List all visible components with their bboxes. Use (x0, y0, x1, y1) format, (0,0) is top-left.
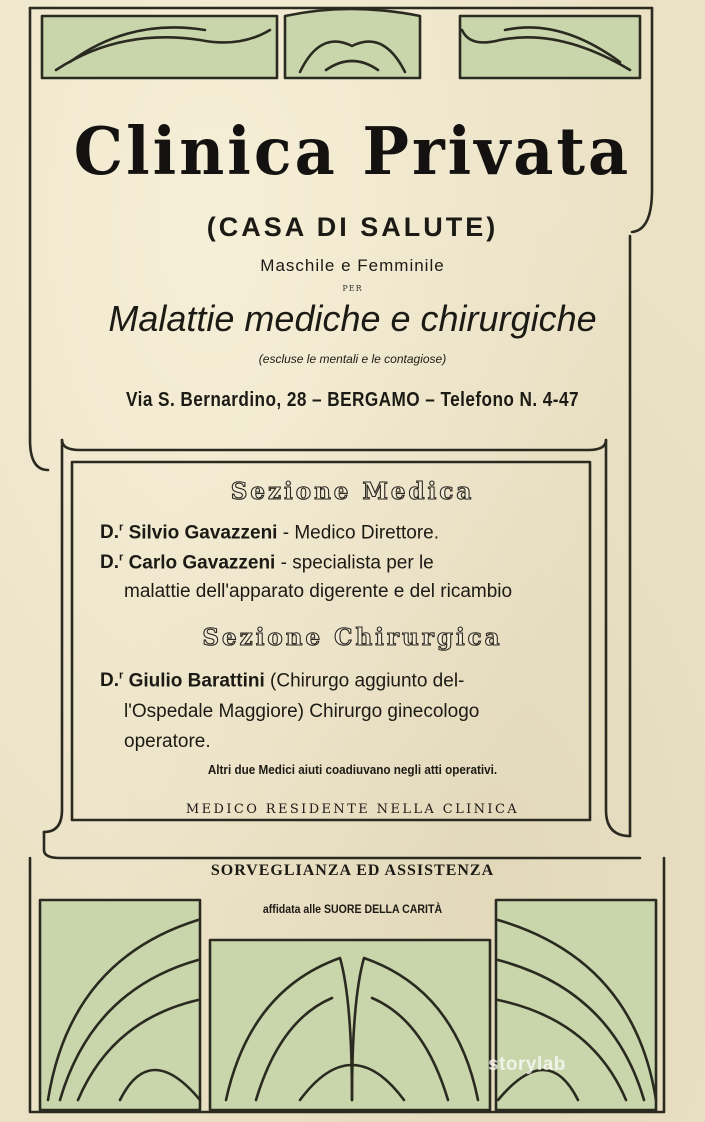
storylab-watermark: storylab (488, 1054, 566, 1075)
doctor-name: Silvio Gavazzeni (128, 522, 278, 544)
doctor-prefix: D.$^r$ (100, 552, 124, 574)
doctor-giulio-cont2: operatore. (124, 731, 211, 752)
doctor-silvio-line (100, 522, 439, 544)
resident-text: MEDICO RESIDENTE NELLA CLINICA (185, 802, 520, 817)
entrusted-text: affidata alle SUORE DELLA CARITÀ (262, 902, 443, 916)
doctor-role: - specialista per le (280, 552, 434, 574)
doctor-giulio-line (100, 670, 464, 692)
doctor-carlo-line (100, 552, 434, 574)
diseases-text: Malattie mediche e chirurgiche (108, 298, 597, 339)
doctor-name: Carlo Gavazzeni (128, 552, 276, 574)
clinic-subtitle: (CASA DI SALUTE) (206, 212, 499, 242)
exclusion-text: (escluse le mentali e le contagiose) (258, 352, 447, 366)
doctor-giulio-cont1: l'Ospedale Maggiore) Chirurgo ginecologo (124, 701, 480, 722)
section-chirurgica-heading: Sezione Chirurgica (202, 624, 503, 651)
clinic-title: Clinica Privata (73, 113, 632, 190)
doctor-carlo-specialty: malattie dell'apparato digerente e del ricambio (124, 581, 513, 602)
doctor-role: (Chirurgo aggiunto del- (270, 670, 465, 692)
section-medica-heading: Sezione Medica (230, 478, 475, 505)
doctor-prefix: D.$^r$ (100, 522, 124, 544)
supervision-text: SORVEGLIANZA ED ASSISTENZA (210, 862, 495, 879)
doctor-role: - Medico Direttore. (282, 522, 440, 544)
gender-text: Maschile e Femminile (260, 256, 445, 275)
aides-text: Altri due Medici aiuti coadiuvano negli atti operativi. (207, 762, 498, 777)
address-text: Via S. Bernardino, 28 – BERGAMO – Telefono N. 4-47 (126, 389, 579, 411)
doctor-name: Giulio Barattini (128, 670, 265, 692)
per-text: PER (342, 284, 363, 293)
doctor-prefix: D.$^r$ (100, 670, 124, 692)
